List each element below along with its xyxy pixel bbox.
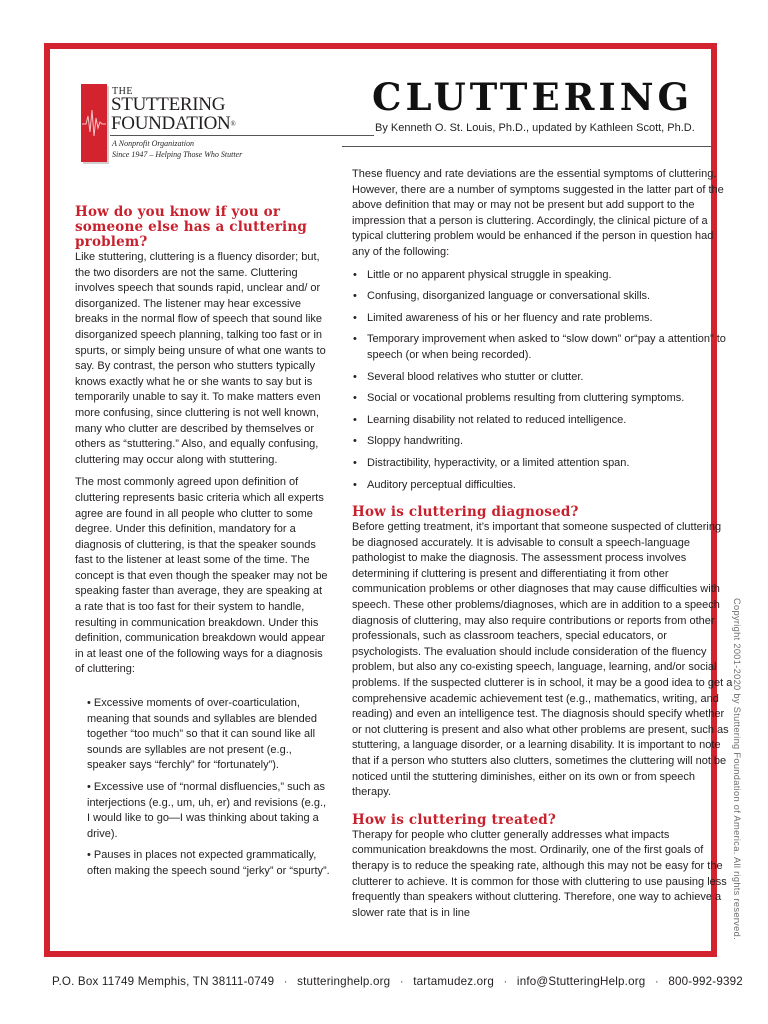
paragraph-treated: Therapy for people who clutter generally addresses what impacts communication breakdowns the most. Ordinarily, one of the first goals of therapy is to reduce the speaking rate, although this may not be easy for the clutterer to achieve. It is common for those with cluttering to use pausing less frequently than speakers without cluttering. Therefore, one way to achieve a slower rate that is in line <box>352 828 727 919</box>
symptom-item: • Auditory perceptual difficulties. <box>352 478 734 494</box>
right-column <box>352 167 734 928</box>
footer-email-link[interactable]: info@StutteringHelp.org <box>516 975 646 988</box>
footer-website-link[interactable]: stutteringhelp.org <box>297 975 391 988</box>
author-byline: By Kenneth O. St. Louis, Ph.D., updated by Kathleen Scott, Ph.D. <box>375 122 695 134</box>
section-heading-diagnosed: How is cluttering diagnosed? <box>352 504 579 521</box>
symptom-list <box>352 268 734 494</box>
section-heading-know: How do you know if you or someone else has a cluttering problem? <box>75 204 308 250</box>
breakdown-list <box>87 696 330 880</box>
logo-tagline-nonprofit: A Nonprofit Organization <box>112 139 194 148</box>
symptom-item: • Temporary improvement when asked to “slow down” or“pay a attention” to speech (or when being recorded). <box>352 332 734 363</box>
left-column <box>75 205 330 886</box>
logo-red-bar <box>81 84 107 162</box>
symptom-item: • Several blood relatives who stutter or clutter. <box>352 370 734 386</box>
heartbeat-waveform-icon <box>82 102 106 142</box>
paragraph-symptoms-intro: These fluency and rate deviations are the essential symptoms of cluttering. However, there are a number of symptoms suggested in the latter part of the above definition that may or may not be present but add support to the impression that a person is cluttering. Accordingly, the clinical picture of a typical cluttering problem would be enhanced if the person in question had any of the following: <box>352 168 724 258</box>
symptom-item: • Social or vocational problems resulting from cluttering symptoms. <box>352 391 734 407</box>
logo-divider <box>110 135 374 136</box>
logo-the: THE <box>112 86 133 97</box>
symptom-item: • Distractibility, hyperactivity, or a limited attention span. <box>352 456 734 472</box>
breakdown-item: • Pauses in places not expected grammatically, often making the speech sound “jerky” or “spurty”. <box>87 848 330 879</box>
footer-website-es-link[interactable]: tartamudez.org <box>413 975 495 988</box>
footer-contact <box>52 975 743 988</box>
footer-phone: 800-992-9392 <box>668 975 743 988</box>
footer-separator: · <box>399 975 404 988</box>
footer-address: P.O. Box 11749 Memphis, TN 38111-0749 <box>52 975 275 988</box>
symptom-item: • Sloppy handwriting. <box>352 434 734 450</box>
footer-separator: · <box>503 975 508 988</box>
symptom-item: • Confusing, disorganized language or conversational skills. <box>352 289 734 305</box>
breakdown-item: • Excessive use of “normal disfluencies,” such as interjections (e.g., um, uh, er) and revisions (e.g., I would like to go—I was thinking about taking a drive). <box>87 780 330 842</box>
paragraph-diagnosed: Before getting treatment, it’s important that someone suspected of cluttering be diagnosed accurately. It is advisable to consult a speech-language pathologist to make the diagnosis. The assessment process involves determining if cluttering is present and differentiating it from other communication problems or other diagnoses that may cause difficulties with speech. These other problems/diagnoses, which are in addition to a speech diagnosis of cluttering, may also require contributions or reports from other professionals, such as classroom teachers, special educators, or psychologists. The evaluation should include consideration of the fluency problem, but also any co-existing speech, language, learning, and/or social problems. If the suspected clutterer is in school, it may be a good idea to get a comprehensive academic achievement test (e.g., mathematics, writing, and reading) and even an intelligence test. The diagnosis should specify whether or not cluttering is present and also what other problems are present, such as stuttering, a language disorder, or a learning disability. It is important to note that if a person who stutters also clutters, sometimes the cluttering will not be noticed until the stuttering diminishes, either on its own or from speech therapy. <box>352 521 733 799</box>
title-divider <box>342 146 712 147</box>
paragraph-intro: Like stuttering, cluttering is a fluency disorder; but, the two disorders are not the same. Cluttering involves speech that sounds rapid, unclear and/ or disorganized. The listener may hear excessive breaks in the normal flow of speech that sound like disorganized speech planning, talking too fast or in spurts, or simply being unsure of what one wants to say. By contrast, the person who stutters typically knows exactly what he or she wants to say but is temporarily unable to say it. To make matters even more confusing, since cluttering is not well known, many who clutter are described by themselves or others as “stuttering.” Also, and equally confusing, cluttering may occur along with stuttering. <box>75 251 326 466</box>
breakdown-item: • Excessive moments of over-coarticulation, meaning that sounds and syllables are blended together “too much” so that it can sound like all sounds are syllables are not present (e.g., speaker says “ferchly” for “fortunately”). <box>87 696 330 774</box>
symptom-item: • Learning disability not related to reduced intelligence. <box>352 413 734 429</box>
registered-mark: ® <box>230 120 236 128</box>
section-heading-treated: How is cluttering treated? <box>352 811 556 828</box>
paragraph-definition: The most commonly agreed upon definition of cluttering represents basic criteria which all experts agree are found in all people who clutter to some degree. Under this definition, mandatory for a diagnosis of cluttering, is that the speaker sounds fast to the listener at least some of the time. The concept is that even though the speaker may not be speaking faster than average, they are speaking at a rate that is too fast for their system to handle, resulting in communication breakdown. Under this definition, communication breakdown would appear in at least one of the following ways for a diagnosis of cluttering: <box>75 476 328 676</box>
logo-foundation <box>111 114 235 134</box>
stuttering-foundation-logo <box>81 84 331 164</box>
page-title: CLUTTERING <box>372 75 694 119</box>
logo-stuttering: STUTTERING <box>111 94 226 115</box>
copyright-notice: Copyright 2001-2020 by Stuttering Foundation of America. All rights reserved. <box>732 598 742 940</box>
footer-separator: · <box>654 975 659 988</box>
footer-separator: · <box>283 975 288 988</box>
logo-foundation-text: FOUNDATION <box>111 113 231 134</box>
symptom-item: • Little or no apparent physical struggle in speaking. <box>352 268 734 284</box>
logo-tagline-since: Since 1947 – Helping Those Who Stutter <box>112 150 243 159</box>
symptom-item: • Limited awareness of his or her fluency and rate problems. <box>352 311 734 327</box>
